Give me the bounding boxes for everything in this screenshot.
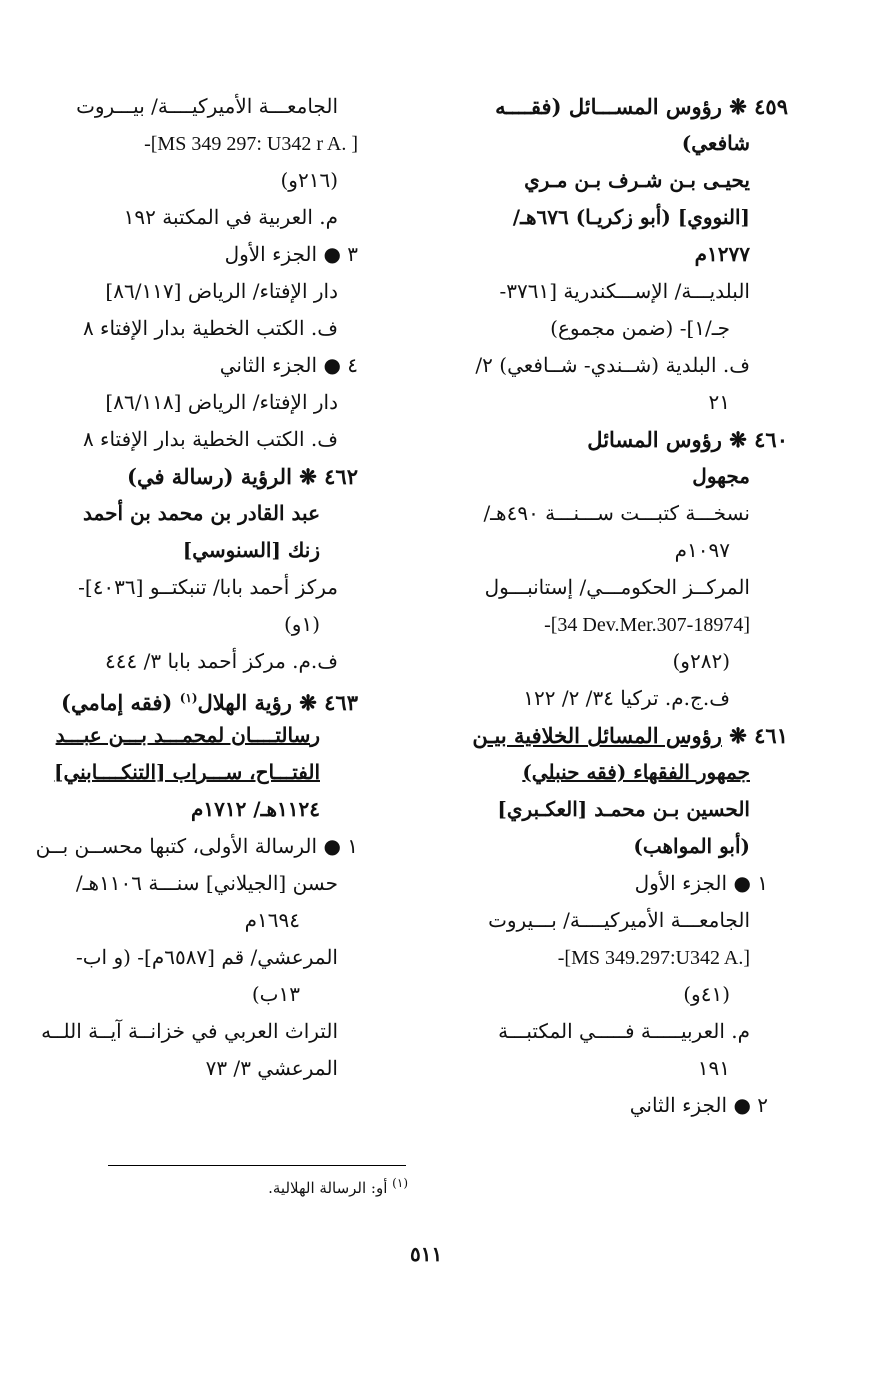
entry-author: عبد القادر بن محمد بن أحمد	[83, 501, 320, 525]
entry-reference: ف.ج.م. تركيا ٣٤/ ٢/ ١٢٢	[523, 686, 730, 710]
entry-marker-icon: ❋	[729, 94, 747, 119]
bullet-icon: ●	[323, 353, 341, 377]
entry-location: دار الإفتاء/ الرياض [٨٦/١١٨]	[105, 390, 338, 414]
entry-location: الجامعـــة الأميركيــــة/ بيـــروت	[76, 94, 338, 118]
entry-location: الجامعـــة الأميركيــــة/ بـــيروت	[488, 908, 750, 932]
entry-reference: المرعشي ٣/ ٧٣	[205, 1056, 338, 1080]
part-item	[35, 828, 358, 865]
entry-location: (٤١و)	[683, 982, 730, 1006]
entry-heading	[448, 88, 788, 125]
entry-title: رؤوس المسائل الخلافية بيـن	[472, 723, 722, 748]
entry-heading	[448, 717, 788, 754]
entry-reference: ٢١	[708, 390, 730, 414]
part-item	[68, 347, 358, 384]
part-label: الجزء الأول	[634, 871, 728, 895]
entry-number: ٤٦٣	[324, 690, 358, 715]
entry-author: مجهول	[692, 464, 750, 488]
right-column	[448, 88, 788, 1124]
entry-reference: ١٩١	[697, 1056, 730, 1080]
entry-location: ١٣ب)	[251, 982, 300, 1006]
part-item	[448, 1087, 788, 1124]
entry-460	[448, 421, 788, 717]
entry-459	[448, 88, 788, 421]
part-label: الرسالة الأولى، كتبها محســن بــن	[35, 834, 318, 858]
footnote-mark: (١)	[392, 1176, 408, 1190]
entry-location: (٢٨٢و)	[672, 649, 730, 673]
entry-title-continuation: شافعي)	[681, 131, 750, 155]
entry-title: رؤوس المســـائل (فقــــه	[495, 94, 722, 119]
entry-copy-note: نسخـــة كتبـــت ســـنـــة ٤٩٠هـ/	[483, 501, 750, 525]
entry-marker-icon: ❋	[299, 464, 317, 489]
entry-463	[35, 680, 358, 1087]
entry-heading	[61, 680, 358, 717]
part-item	[448, 865, 788, 902]
entry-461-continued	[68, 88, 358, 458]
entry-author: يحيـى بـن شـرف بـن مـري	[524, 168, 750, 192]
entry-author: ١١٢٤هـ/ ١٧١٢م	[190, 797, 320, 821]
part-label: الجزء الثاني	[629, 1093, 728, 1117]
bullet-icon: ●	[733, 1093, 751, 1117]
entry-reference: ف. البلدية (شــندي- شــافعي) ٢/	[475, 353, 750, 377]
footnote-reference[interactable]: (١)	[179, 691, 198, 705]
entry-reference: التراث العربي في خزانــة آيــة اللــه	[41, 1019, 338, 1043]
entry-author: [النووي] (أبو زكريـا) ٦٧٦هـ/	[512, 205, 750, 229]
footnote	[268, 1176, 408, 1197]
entry-author: الفتـــاح، ســـراب [التنكــــابني]	[53, 760, 320, 784]
entry-title-continuation: جمهور الفقهاء (فقه حنبلي)	[522, 760, 750, 784]
entry-title: رؤوس المسائل	[587, 427, 722, 452]
entry-reference: ف.م. مركز أحمد بابا ٣/ ٤٤٤	[105, 649, 338, 673]
entry-location: دار الإفتاء/ الرياض [٨٦/١١٧]	[105, 279, 338, 303]
page-number: ٥١١	[410, 1242, 443, 1266]
entry-author: زنك [السنوسي]	[182, 538, 320, 562]
part-number: ٣	[347, 242, 358, 266]
entry-author: رسالتــــان لمحمـــد بـــن عبـــد	[55, 723, 320, 747]
part-number: ٤	[347, 353, 358, 377]
entry-title: الرؤية (رسالة في)	[127, 464, 292, 489]
entry-number: ٤٦١	[754, 723, 788, 748]
entry-heading	[448, 421, 788, 458]
bullet-icon: ●	[733, 871, 751, 895]
part-number: ١	[757, 871, 768, 895]
entry-shelfmark: -[34 Dev.Mer.307-18974]	[544, 614, 750, 636]
entry-location: المرعشي/ قم [٦٥٨٧م]- (و اب-	[75, 945, 338, 969]
entry-location: (٢١٦و)	[280, 168, 338, 192]
entry-shelfmark: -[MS 349.297:U342 A.]	[557, 947, 750, 969]
entry-number: ٤٦٢	[324, 464, 358, 489]
entry-462	[68, 458, 358, 680]
bullet-icon: ●	[323, 242, 341, 266]
entry-author: ١٢٧٧م	[694, 242, 750, 266]
entry-marker-icon: ❋	[299, 690, 317, 715]
footnote-text: أو: الرسالة الهلالية.	[268, 1179, 393, 1197]
entry-reference: م. العربيـــــة فـــــي المكتبـــة	[498, 1019, 750, 1043]
part-item	[68, 236, 358, 273]
part-label: حسن [الجيلاني] سنـــة ١١٠٦هـ/	[75, 871, 338, 895]
entry-author: (أبو المواهب)	[633, 834, 750, 858]
part-label: الجزء الثاني	[219, 353, 318, 377]
entry-reference: ف. الكتب الخطية بدار الإفتاء ٨	[82, 316, 338, 340]
entry-heading	[68, 458, 358, 495]
entry-author: الحسين بـن محمـد [العكـبري]	[497, 797, 750, 821]
entry-number: ٤٥٩	[754, 94, 788, 119]
entry-location: مركز أحمد بابا/ تنبكتــو [٤٠٣٦]-	[78, 575, 338, 599]
part-number: ١	[347, 834, 358, 858]
entry-shelfmark: -[MS 349 297: U342 r A. ]	[144, 133, 358, 155]
part-number: ٢	[757, 1093, 768, 1117]
entry-location: جـ/١]- (ضمن مجموع)	[550, 316, 730, 340]
entry-number: ٤٦٠	[754, 427, 788, 452]
entry-title: رؤية الهلال	[197, 690, 292, 715]
entry-reference: م. العربية في المكتبة ١٩٢	[123, 205, 338, 229]
bullet-icon: ●	[323, 834, 341, 858]
entry-reference: ف. الكتب الخطية بدار الإفتاء ٨	[82, 427, 338, 451]
left-column	[35, 88, 358, 1087]
entry-marker-icon: ❋	[729, 427, 747, 452]
entry-location: المركــز الحكومـــي/ إستانبـــول	[484, 575, 750, 599]
entry-location: (١و)	[283, 612, 320, 636]
entry-copy-note: ١٠٩٧م	[674, 538, 730, 562]
entry-location: البلديـــة/ الإســـكندرية [٣٧٦١-	[499, 279, 750, 303]
part-label: الجزء الأول	[224, 242, 318, 266]
footnote-divider	[108, 1165, 406, 1166]
entry-461	[448, 717, 788, 1124]
entry-marker-icon: ❋	[729, 723, 747, 748]
entry-tag: (فقه إمامي)	[61, 690, 173, 715]
part-label: ١٦٩٤م	[244, 908, 300, 932]
